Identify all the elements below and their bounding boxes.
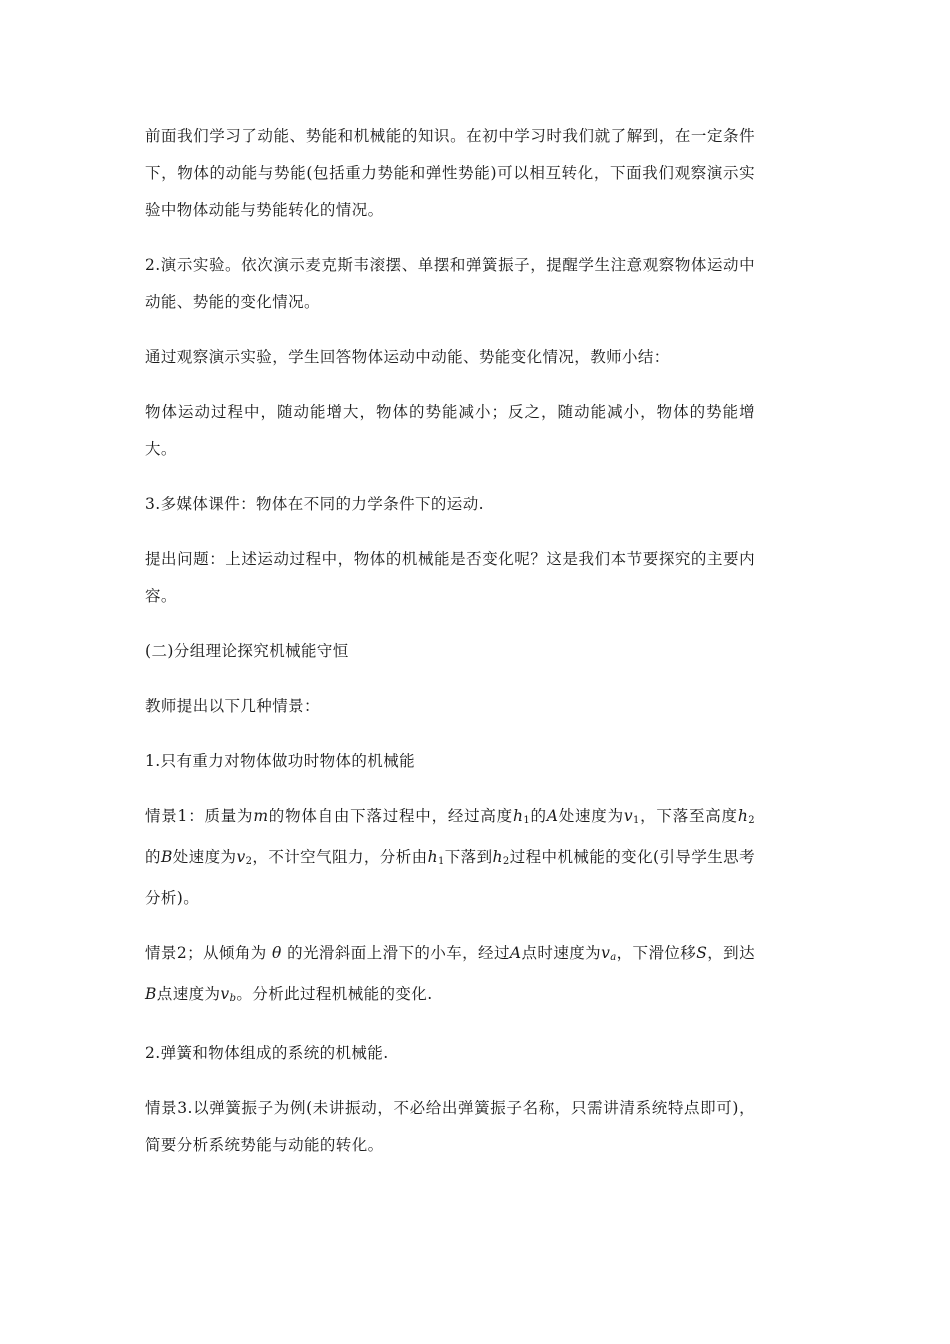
math-symbol: θ xyxy=(272,944,282,962)
text-run: 情景1：质量为 xyxy=(145,807,254,825)
text-run: 过程中机械能的变化(引导学生思考分析)。 xyxy=(145,848,756,907)
text-run: ，下落至高度 xyxy=(639,807,738,825)
math-symbol: m xyxy=(253,807,269,825)
math-symbol: S xyxy=(696,944,708,962)
paragraph-observe: 通过观察演示实验，学生回答物体运动中动能、势能变化情况，教师小结： xyxy=(145,348,670,366)
math-symbol: v xyxy=(220,985,230,1003)
text-run: ，不计空气阻力，分析由 xyxy=(252,848,428,866)
document-page xyxy=(145,118,755,1182)
text-run: 的物体自由下落过程中，经过高度 xyxy=(268,807,513,825)
paragraph-scenarios-intro: 教师提出以下几种情景： xyxy=(145,697,320,715)
text-run: 点时速度为 xyxy=(521,944,602,962)
math-symbol: v xyxy=(601,944,611,962)
text-run: 的光滑斜面上滑下的小车，经过 xyxy=(281,944,510,962)
math-subscript: 2 xyxy=(245,856,253,867)
math-symbol: h xyxy=(737,807,749,825)
math-symbol: B xyxy=(160,848,173,866)
section-heading: (二)分组理论探究机械能守恒 xyxy=(145,642,349,660)
list-item-spring-system: 2.弹簧和物体组成的系统的机械能. xyxy=(145,1044,389,1062)
math-symbol: A xyxy=(546,807,559,825)
math-symbol: h xyxy=(492,848,503,866)
text-run: 下落到 xyxy=(444,848,493,866)
paragraph-multimedia: 3.多媒体课件：物体在不同的力学条件下的运动. xyxy=(145,495,484,513)
text-run: 的 xyxy=(145,848,161,866)
math-symbol: A xyxy=(509,944,522,962)
math-symbol: B xyxy=(145,985,157,1003)
paragraph-summary: 物体运动过程中，随动能增大，物体的势能减小；反之，随动能减小，物体的势能增大。 xyxy=(145,403,755,458)
math-subscript: 1 xyxy=(633,815,640,826)
math-subscript: b xyxy=(229,993,237,1004)
math-symbol: v xyxy=(623,807,634,825)
math-symbol: v xyxy=(236,848,246,866)
text-run: ，下滑位移 xyxy=(616,944,697,962)
paragraph-question: 提出问题：上述运动过程中，物体的机械能是否变化呢？这是我们本节要探究的主要内容。 xyxy=(145,550,755,605)
text-run: ，到达 xyxy=(707,944,755,962)
text-run: 情景2；从倾角为 xyxy=(145,944,273,962)
math-symbol: h xyxy=(512,807,524,825)
math-symbol: h xyxy=(427,848,438,866)
text-run: 点速度为 xyxy=(156,985,221,1003)
list-item-gravity: 1.只有重力对物体做功时物体的机械能 xyxy=(145,752,415,770)
math-subscript: 2 xyxy=(502,856,510,867)
text-run: 处速度为 xyxy=(172,848,237,866)
text-run: 。分析此过程机械能的变化. xyxy=(236,985,433,1003)
paragraph-scenario-3: 情景3.以弹簧振子为例(未讲振动，不必给出弹簧振子名称，只需讲清系统特点即可)，简要分析系统势能与动能的转化。 xyxy=(145,1099,755,1154)
paragraph-scenario-1 xyxy=(145,798,755,917)
paragraph-intro: 前面我们学习了动能、势能和机械能的知识。在初中学习时我们就了解到，在一定条件下，物体的动能与势能(包括重力势能和弹性势能)可以相互转化，下面我们观察演示实验中物体动能与势能转化的情况。 xyxy=(145,127,755,219)
text-run: 的 xyxy=(530,807,547,825)
math-subscript: 1 xyxy=(523,815,531,826)
math-subscript: 1 xyxy=(437,856,445,867)
paragraph-demo: 2.演示实验。依次演示麦克斯韦滚摆、单摆和弹簧振子，提醒学生注意观察物体运动中动能、势能的变化情况。 xyxy=(145,256,755,311)
math-subscript: a xyxy=(610,952,617,963)
math-subscript: 2 xyxy=(748,815,755,826)
text-run: 处速度为 xyxy=(558,807,624,825)
paragraph-scenario-2 xyxy=(145,935,755,1017)
